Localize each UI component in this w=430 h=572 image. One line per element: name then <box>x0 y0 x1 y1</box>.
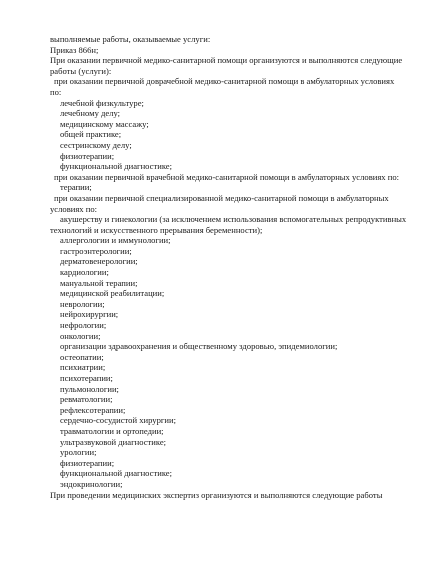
list-item: травматологии и ортопедии; <box>60 425 164 436</box>
list-item: эндокринологии; <box>60 478 123 489</box>
list-item: функциональной диагностике; <box>60 161 173 172</box>
list-item: терапии; <box>60 182 92 193</box>
text-line: Приказ 866н; <box>50 44 99 55</box>
list-item: сестринскому делу; <box>60 139 132 150</box>
list-item: ревматологии; <box>60 394 113 405</box>
list-item: кардиологии; <box>60 267 109 278</box>
list-item: лечебному делу; <box>60 108 121 119</box>
list-item: мануальной терапии; <box>60 277 138 288</box>
list-item: остеопатии; <box>60 351 104 362</box>
list-item: неврологии; <box>60 298 105 309</box>
text-line: при оказании первичной специализированной медико-санитарной помощи в амбулаторных <box>54 192 389 203</box>
text-line: при оказании первичной доврачебной медико-санитарной помощи в амбулаторных условиях <box>54 76 395 87</box>
text-line: работы (услуги): <box>50 65 112 76</box>
list-item: психиатрии; <box>60 362 106 373</box>
list-item: аллергологии и иммунологии; <box>60 235 171 246</box>
list-item: психотерапии; <box>60 373 113 383</box>
list-item: ультразвуковой диагностике; <box>60 436 167 447</box>
list-item: урологии; <box>60 447 97 458</box>
text-line: при оказании первичной врачебной медико-санитарной помощи в амбулаторных условиях по: <box>54 171 400 182</box>
text-line: выполняемые работы, оказываемые услуги: <box>50 34 211 44</box>
list-item: медицинской реабилитации; <box>60 288 165 299</box>
list-item: лечебной физкультуре; <box>60 97 144 108</box>
text-line: условиях по: <box>50 203 98 214</box>
document-body <box>0 34 430 500</box>
list-item: сердечно-сосудистой хирургии; <box>60 415 177 426</box>
list-item: акушерству и гинекологии (за исключением использования вспомогательных репродуктивных <box>60 214 407 225</box>
list-item: общей практике; <box>60 129 122 140</box>
text-line: технологий и искусственного прерывания беременности); <box>50 224 263 235</box>
list-item: гастроэнтерологии; <box>60 245 132 256</box>
text-line: При проведении медицинских экспертиз организуются и выполняются следующие работы <box>50 489 383 500</box>
list-item: организации здравоохранения и общественному здоровью, эпидемиологии; <box>60 341 338 352</box>
list-item: нефрологии; <box>60 320 107 331</box>
text-line: При оказании первичной медико-санитарной помощи организуются и выполняются следующие <box>50 55 403 66</box>
list-item: дерматовенерологии; <box>60 256 138 267</box>
list-item: физиотерапии; <box>60 150 115 161</box>
list-item: рефлексотерапии; <box>60 404 126 415</box>
list-item: нейрохирургии; <box>60 309 119 320</box>
list-item: пульмонологии; <box>60 383 119 394</box>
list-item: медицинскому массажу; <box>60 118 149 129</box>
text-line: по: <box>50 86 62 97</box>
list-item: онкологии; <box>60 330 101 341</box>
list-item: функциональной диагностике; <box>60 468 173 479</box>
list-item: физиотерапии; <box>60 457 115 468</box>
